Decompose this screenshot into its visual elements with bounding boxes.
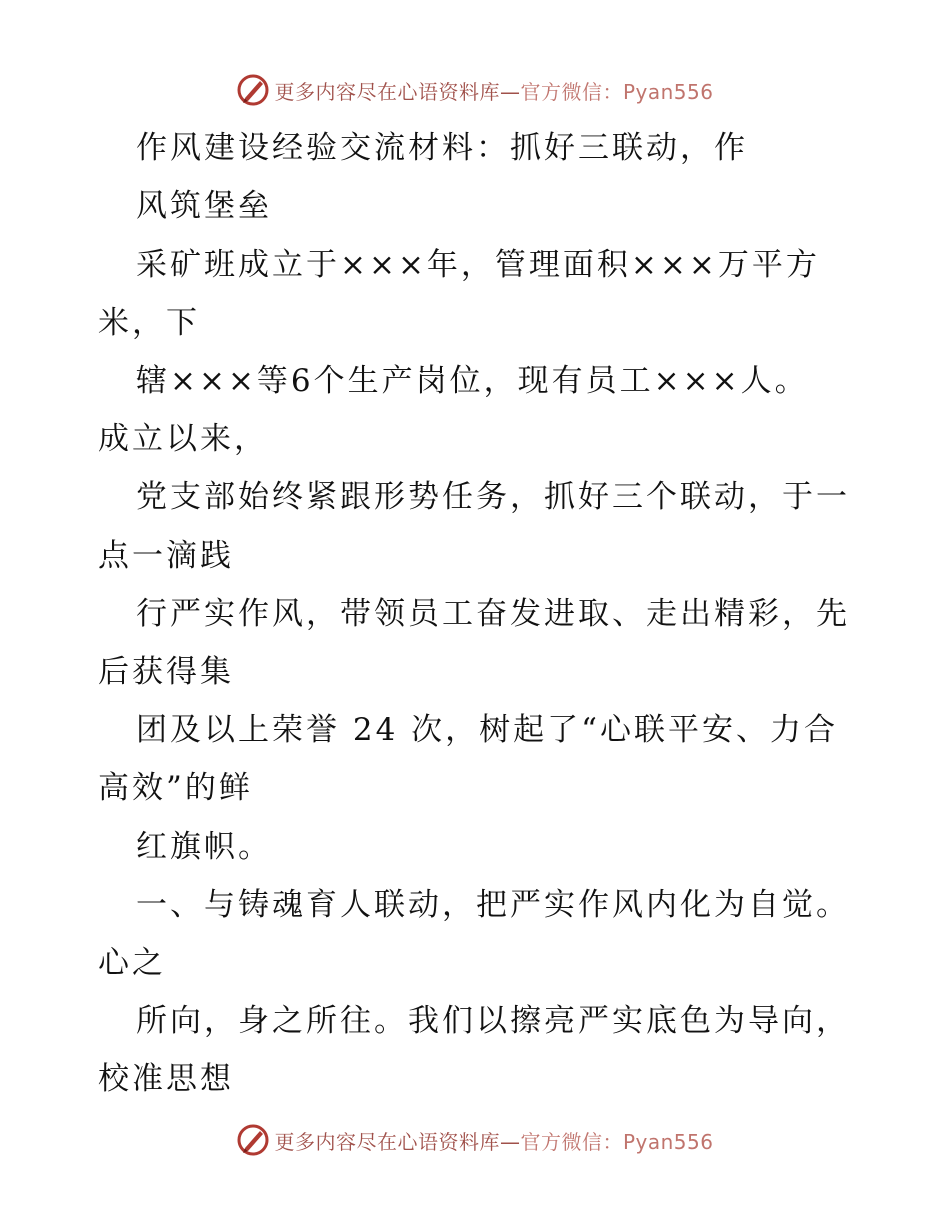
banner-site-text: 更多内容尽在心语资料库 — [274, 79, 500, 104]
paragraph-line: 心之 — [98, 945, 166, 981]
paragraph-line: 所向，身之所往。我们以擦亮严实底色为导向， — [136, 1003, 850, 1039]
banner-text — [274, 1126, 713, 1155]
paragraph-line: 点一滴践 — [98, 538, 234, 574]
paragraph-line: 团及以上荣誉 24 次，树起了“心联平安、力合 — [136, 712, 839, 748]
banner-text — [274, 76, 713, 105]
pen-logo-icon — [236, 73, 270, 107]
paragraph-line: 党支部始终紧跟形势任务，抓好三个联动，于一 — [136, 479, 850, 515]
banner-dash: — — [499, 1129, 521, 1154]
paragraph-line: 采矿班成立于×××年，管理面积×××万平方 — [136, 247, 820, 283]
banner-wechat-text: 官方微信：Pyan556 — [520, 1129, 714, 1154]
paragraph-line: 成立以来， — [98, 421, 268, 457]
paragraph-line: 米，下 — [98, 305, 200, 341]
paragraph-line: 行严实作风，带领员工奋发进取、走出精彩，先 — [136, 596, 850, 632]
banner-site-text: 更多内容尽在心语资料库 — [274, 1129, 500, 1154]
footer-banner — [0, 1120, 950, 1160]
paragraph-line: 辖×××等6个生产岗位，现有员工×××人。 — [136, 363, 809, 399]
paragraph-line: 高效”的鲜 — [98, 770, 253, 806]
banner-wechat-text: 官方微信：Pyan556 — [520, 79, 714, 104]
document-title-line-1: 作风建设经验交流材料：抓好三联动，作 — [136, 130, 748, 166]
banner-dash: — — [499, 79, 521, 104]
document-title-line-2: 风筑堡垒 — [136, 188, 272, 224]
paragraph-line: 校准思想 — [98, 1061, 234, 1097]
header-banner — [0, 70, 950, 110]
paragraph-line: 后获得集 — [98, 654, 234, 690]
section-heading-line: 一、与铸魂育人联动，把严实作风内化为自觉。 — [136, 887, 850, 923]
pen-logo-icon — [236, 1123, 270, 1157]
paragraph-line: 红旗帜。 — [136, 829, 272, 865]
